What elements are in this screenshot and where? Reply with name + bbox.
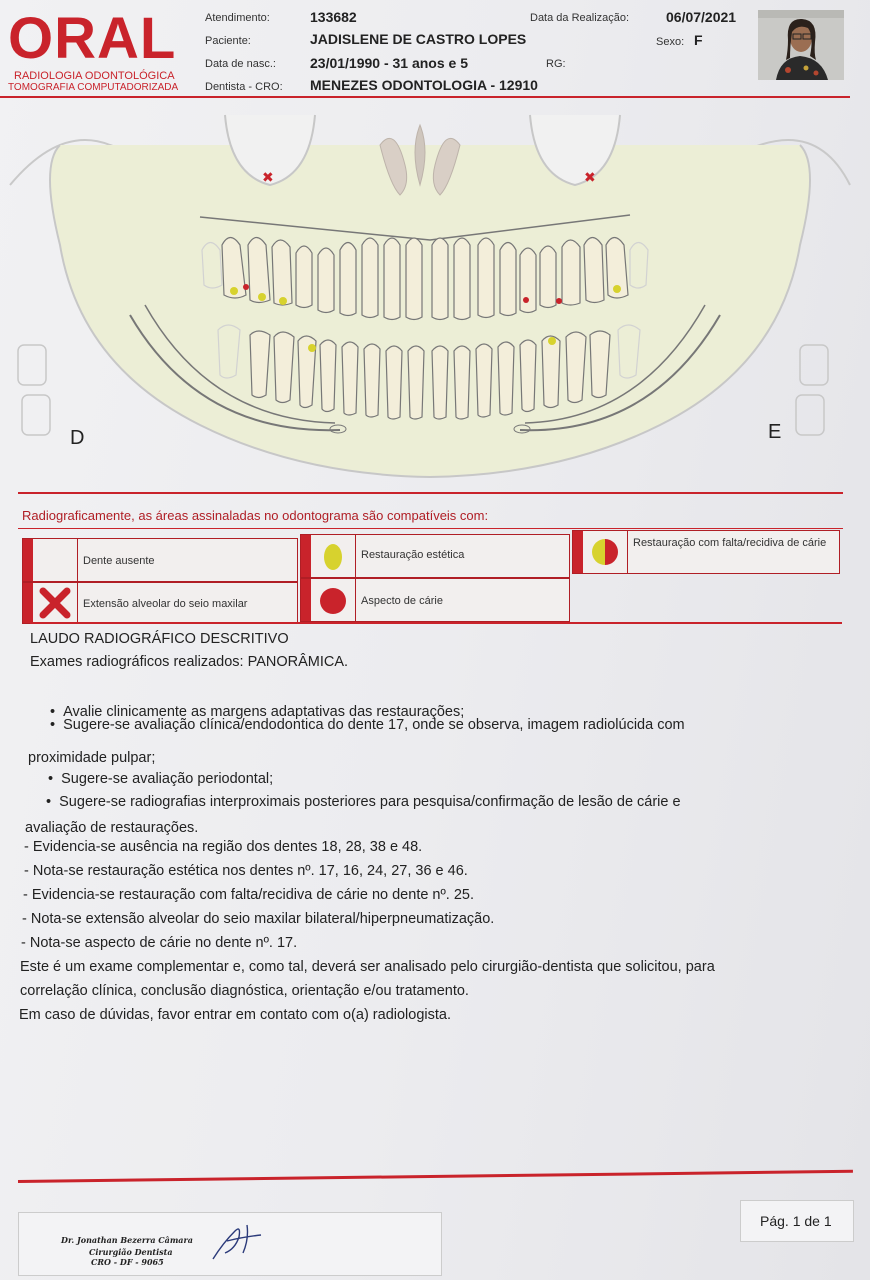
finding-line: - Nota-se extensão alveolar do seio maxilar bilateral/hiperpneumatização. — [22, 911, 495, 927]
bullet-item: • Sugere-se radiografias interproximais posteriores para pesquisa/confirmação de lesão de cárie e — [46, 794, 681, 810]
signature-block — [18, 1212, 442, 1276]
legend-title: Radiograficamente, as áreas assinaladas no odontograma são compatíveis com: — [22, 508, 489, 523]
red-x-icon — [33, 583, 78, 623]
yellow-oval-icon — [311, 535, 356, 577]
report-heading: LAUDO RADIOGRÁFICO DESCRITIVO — [30, 631, 289, 647]
finding-line: - Nota-se aspecto de cárie no dente nº. 17. — [21, 935, 298, 951]
logo-subtitle-2: TOMOGRAFIA COMPUTADORIZADA — [8, 82, 179, 93]
legend-label: Aspecto de cárie — [361, 595, 443, 607]
bullet-continuation: proximidade pulpar; — [28, 750, 156, 766]
legend-label: Restauração com falta/recidiva de cárie — [633, 537, 827, 549]
rg-label: RG: — [546, 58, 566, 70]
logo-word: ORAL — [8, 6, 177, 71]
page-indicator — [740, 1200, 854, 1242]
handwritten-signature — [209, 1219, 269, 1263]
dentista-label: Dentista - CRO: — [205, 81, 283, 93]
absent-tooth-symbol — [33, 539, 78, 581]
signer-title: Cirurgião Dentista — [89, 1247, 173, 1257]
bullet-continuation: avaliação de restaurações. — [25, 820, 199, 836]
finding-line: - Evidencia-se ausência na região dos dentes 18, 28, 38 e 48. — [24, 839, 423, 855]
finding-line: - Nota-se restauração estética nos dentes nº. 17, 16, 24, 27, 36 e 46. — [24, 863, 468, 879]
bullet-item: • Sugere-se avaliação periodontal; — [48, 771, 274, 787]
paciente-value: JADISLENE DE CASTRO LOPES — [310, 31, 527, 47]
finding-line: - Evidencia-se restauração com falta/recidiva de cárie no dente nº. 25. — [23, 887, 475, 903]
signer-cro: CRO - DF - 9065 — [91, 1257, 164, 1267]
signer-name: Dr. Jonathan Bezerra Câmara — [61, 1235, 193, 1245]
legend-label: Dente ausente — [83, 555, 155, 567]
sexo-label: Sexo: — [656, 36, 685, 48]
bullet-item: • Sugere-se avaliação clínica/endodontica do dente 17, onde se observa, imagem radiolúcida com — [50, 717, 685, 733]
legend-label: Restauração estética — [361, 549, 465, 561]
patient-photo — [758, 10, 844, 80]
bullet-item: • Avalie clinicamente as margens adaptativas das restaurações; — [50, 704, 465, 720]
sinus-mark-right: ✖ — [262, 170, 274, 186]
atendimento-label: Atendimento: — [205, 12, 270, 24]
closing-line: Em caso de dúvidas, favor entrar em contato com o(a) radiologista. — [19, 1007, 451, 1023]
nasc-label: Data de nasc.: — [205, 58, 276, 70]
realizacao-label: Data da Realização: — [530, 12, 630, 24]
legend-title-divider — [18, 528, 843, 529]
odontogram — [0, 105, 870, 490]
half-yellow-half-red-icon — [583, 531, 628, 573]
paciente-label: Paciente: — [205, 35, 251, 47]
odontogram-right-label: D — [70, 427, 85, 449]
legend-item-caries — [300, 578, 570, 622]
closing-line: correlação clínica, conclusão diagnóstica, orientação e/ou tratamento. — [20, 983, 469, 999]
realizacao-value: 06/07/2021 — [666, 9, 737, 25]
sinus-mark-left: ✖ — [584, 170, 596, 186]
legend-item-absent — [22, 538, 298, 582]
page-number: Pág. 1 de 1 — [760, 1213, 832, 1229]
legend-top-divider — [18, 492, 843, 494]
legend-label: Extensão alveolar do seio maxilar — [83, 598, 248, 610]
header-divider — [0, 96, 850, 98]
red-circle-icon — [311, 579, 356, 621]
legend-item-sinus-extension — [22, 582, 298, 624]
logo-subtitle-1: RADIOLOGIA ODONTOLÓGICA — [14, 70, 175, 82]
odontogram-left-label: E — [768, 421, 782, 443]
closing-line: Este é um exame complementar e, como tal, deverá ser analisado pelo cirurgião-dentista que solicitou, para — [20, 959, 715, 975]
clinic-logo — [8, 6, 204, 93]
footer-divider — [18, 1170, 853, 1183]
report-exams: Exames radiográficos realizados: PANORÂMICA. — [30, 654, 349, 670]
legend-item-aesthetic-restoration — [300, 534, 570, 578]
atendimento-value: 133682 — [310, 9, 357, 25]
legend-bottom-divider — [30, 622, 842, 624]
legend-item-failed-restoration — [572, 530, 840, 574]
dentista-value: MENEZES ODONTOLOGIA - 12910 — [310, 77, 538, 93]
sexo-value: F — [694, 32, 703, 48]
nasc-value: 23/01/1990 - 31 anos e 5 — [310, 55, 468, 71]
